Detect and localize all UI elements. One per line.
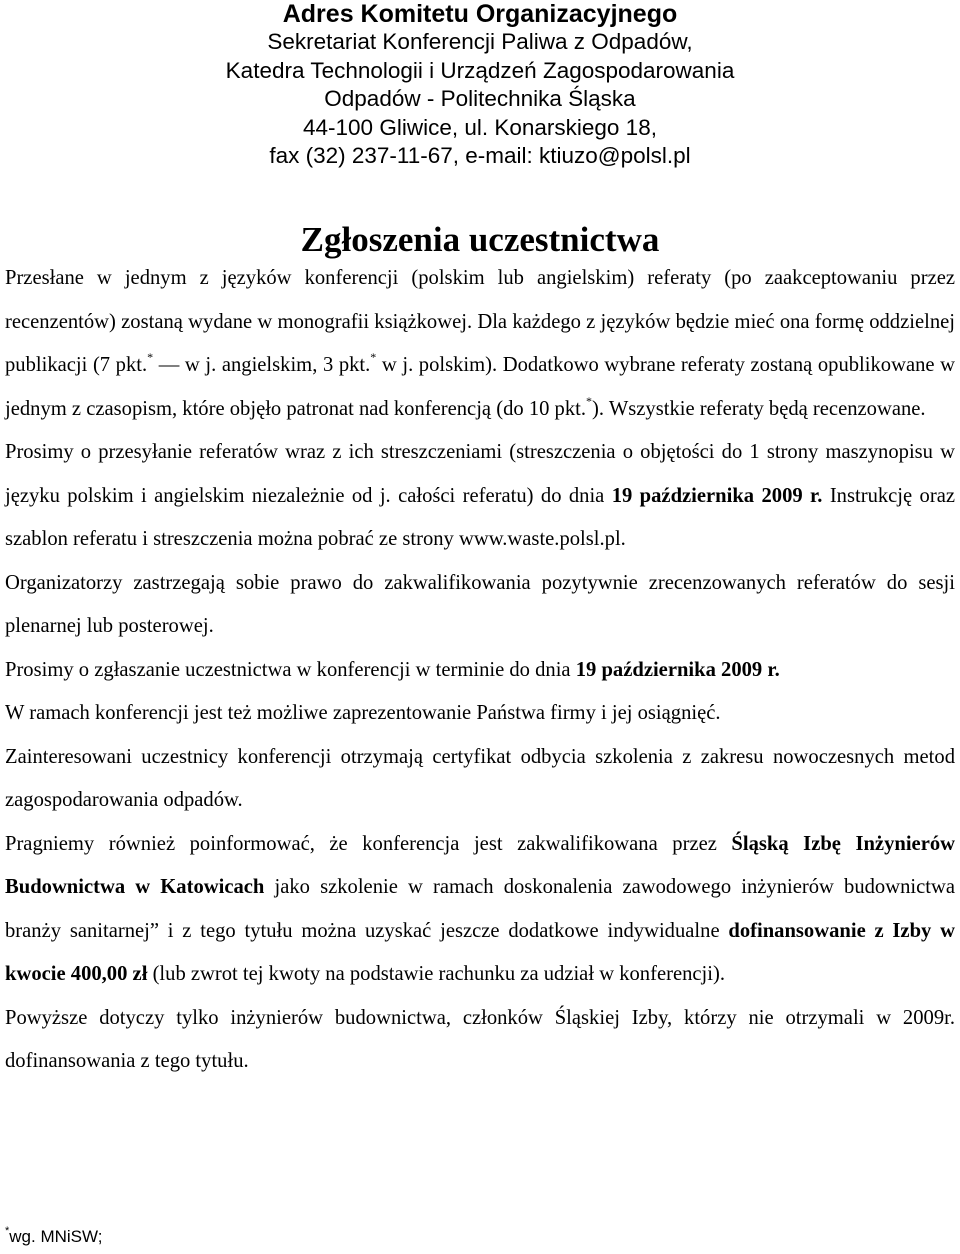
paragraph-eligibility: Powyższe dotyczy tylko inżynierów budownictwa, członków Śląskiej Izby, którzy nie otrzymali w 2009r. dofinansowania z tego tytułu. [5,1006,955,1072]
paragraph-text: Prosimy o przesyłanie referatów wraz z ich streszczeniami (streszczenia o objętości do 1 strony maszynopisu w języku polskim i angielskim niezależnie od j. całości referatu) do dnia [5,441,955,507]
footnote-text: wg. MNiSW; [9,1227,103,1246]
address-line-2: Katedra Technologii i Urządzeń Zagospodarowania [225,57,735,83]
paragraph-text: Prosimy o zgłaszanie uczestnictwa w konferencji w terminie do dnia [5,658,576,681]
chamber-name: Śląską Izbę Inżynierów Budownictwa w Katowicach [5,832,955,898]
paragraph-certificate: Zainteresowani uczestnicy konferencji otrzymają certyfikat odbycia szkolenia z zakresu nowoczesnych metod zagospodarowania odpadów. [5,745,955,811]
funding-amount: dofinansowanie z Izby w kwocie 400,00 zł [5,919,955,985]
registration-deadline: 19 października 2009 r. [575,658,780,681]
footnote-marker: * [370,350,377,364]
paragraph-qualification: Organizatorzy zastrzegają sobie prawo do zakwalifikowania pozytywnie zrecenzowanych referatów do sesji plenarnej lub posterowej. [5,571,955,637]
deadline-date: 19 października 2009 r. [611,484,823,507]
address-line-1: Sekretariat Konferencji Paliwa z Odpadów, [267,29,693,54]
paragraph-submission [5,431,955,562]
footnote-marker: * [586,393,593,408]
paragraph-text: (lub zwrot tej kwoty na podstawie rachunku za udział w konferencji). [147,963,725,985]
paragraph-text: w j. polskim). Dodatkowo wybrane referaty zostaną opublikowane w jednym z czasopism, które objęło patronat nad konferencją (do 10 pkt. [5,354,955,420]
document-body [5,257,955,1084]
paragraph-publication [5,257,955,431]
paragraph-text: — w j. angielskim, 3 pkt. [153,354,371,376]
paragraph-text: ). Wszystkie referaty będą recenzowane. [592,397,926,420]
section-title: Zgłoszenia uczestnictwa [300,220,660,259]
address-header [0,0,960,171]
paragraph-text: Przesłane w jednym z języków konferencji (polskim lub angielskim) referaty (po zaakceptowaniu przez recenzentów) zostaną wydane w monografii książkowej. Dla każdego z języków będzie mieć ona formę oddzielnej publikacji (7 pkt. [5,267,955,376]
paragraph-chamber-qualification [5,823,955,997]
footnote [5,1226,102,1248]
address-line-5: fax (32) 237-11-67, e-mail: ktiuzo@polsl.pl [269,143,691,168]
address-line-3: Odpadów - Politechnika Śląska [324,86,636,111]
paragraph-text: Pragniemy również poinformować, że konferencja jest zakwalifikowana przez [5,832,732,855]
address-line-4: 44-100 Gliwice, ul. Konarskiego 18, [303,114,657,140]
footnote-marker: * [147,350,154,364]
organizing-committee-title: Adres Komitetu Organizacyjnego [282,0,678,28]
paragraph-registration [5,649,955,693]
paragraph-text: jako szkolenie w ramach doskonalenia zawodowego inżynierów budownictwa branży sanitarnej” i z tego tytułu można uzyskać jeszcze dodatkowe indywidualne [5,876,955,942]
footnote-marker: * [5,1225,10,1237]
paragraph-text: Instrukcję oraz szablon referatu i streszczenia można pobrać ze strony www.waste.polsl.pl. [5,484,955,550]
paragraph-company-presentation: W ramach konferencji jest też możliwe zaprezentowanie Państwa firmy i jej osiągnięć. [5,702,721,724]
